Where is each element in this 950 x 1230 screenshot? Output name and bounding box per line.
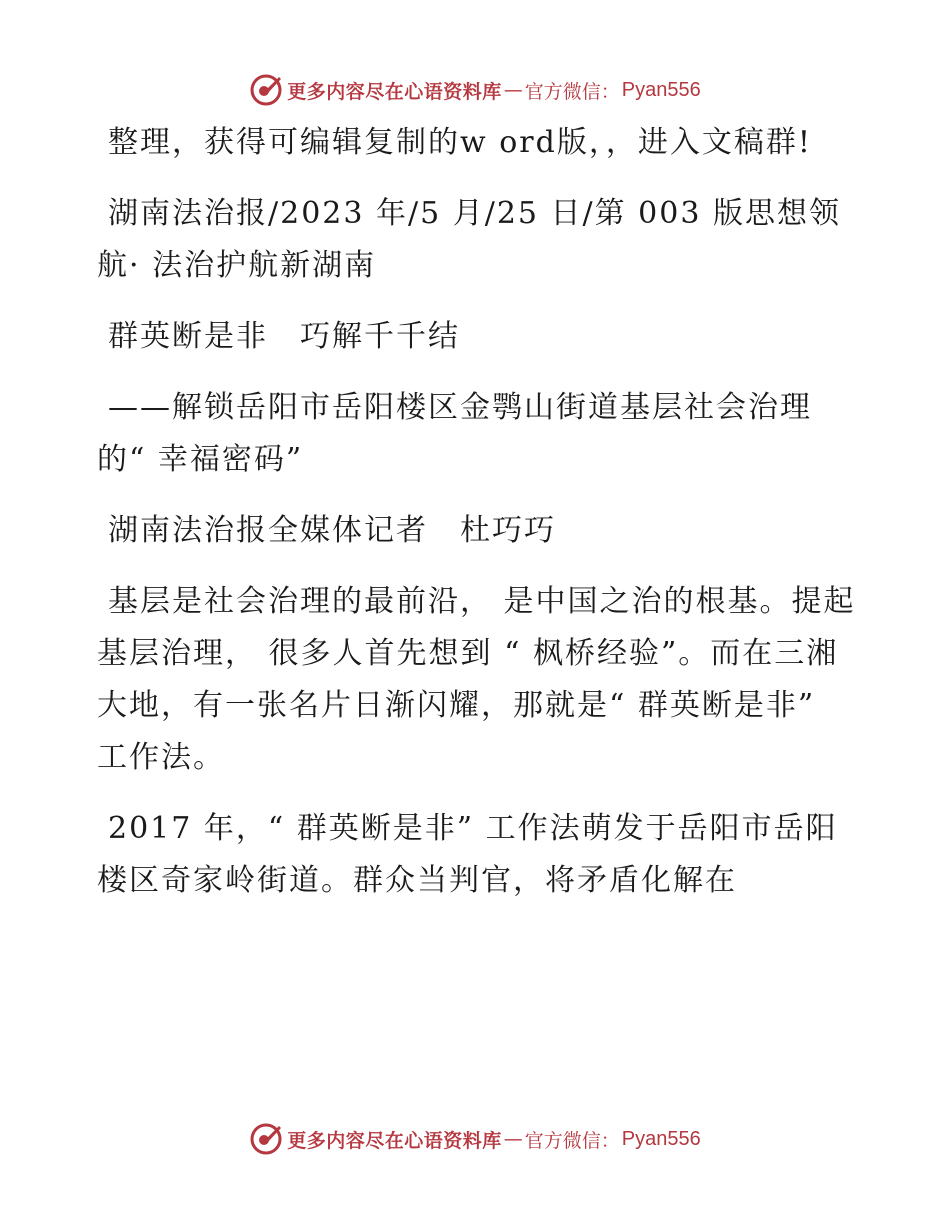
banner-wechat-label: 官方微信：	[524, 1129, 620, 1152]
footer-banner	[0, 1119, 950, 1159]
banner-brand: 更多内容尽在心语资料库	[287, 80, 502, 103]
seal-logo-icon	[249, 1122, 283, 1156]
banner-wechat-id: Pyan556	[621, 78, 701, 101]
banner-brand: 更多内容尽在心语资料库	[287, 1129, 502, 1152]
article-subtitle: ——解锁岳阳市岳阳楼区金鹗山街道基层社会治理的“ 幸福密码”	[97, 390, 812, 477]
banner-wechat-id: Pyan556	[621, 1127, 701, 1150]
banner-separator: —	[503, 79, 523, 101]
paragraph-source: 湖南法治报/2023 年/5 月/25 日/第 003 版思想领航· 法治护航新湖南	[97, 196, 841, 283]
banner-separator: —	[503, 1128, 523, 1150]
document-body	[97, 117, 857, 907]
seal-logo-icon	[249, 73, 283, 107]
article-title: 群英断是非 巧解千千结	[108, 319, 460, 354]
paragraph-body: 2017 年，“ 群英断是非” 工作法萌发于岳阳市岳阳楼区奇家岭街道。群众当判官，将矛盾化解在	[97, 811, 838, 898]
article-byline: 湖南法治报全媒体记者 杜巧巧	[108, 513, 556, 548]
paragraph-body: 基层是社会治理的最前沿， 是中国之治的根基。提起基层治理， 很多人首先想到 “ 枫桥经验”。而在三湘大地，有一张名片日渐闪耀，那就是“ 群英断是非” 工作法。	[97, 584, 856, 775]
paragraph-note: 整理，获得可编辑复制的w ord版，，进入文稿群!	[108, 125, 812, 160]
header-banner	[0, 70, 950, 110]
banner-wechat-label: 官方微信：	[524, 80, 620, 103]
